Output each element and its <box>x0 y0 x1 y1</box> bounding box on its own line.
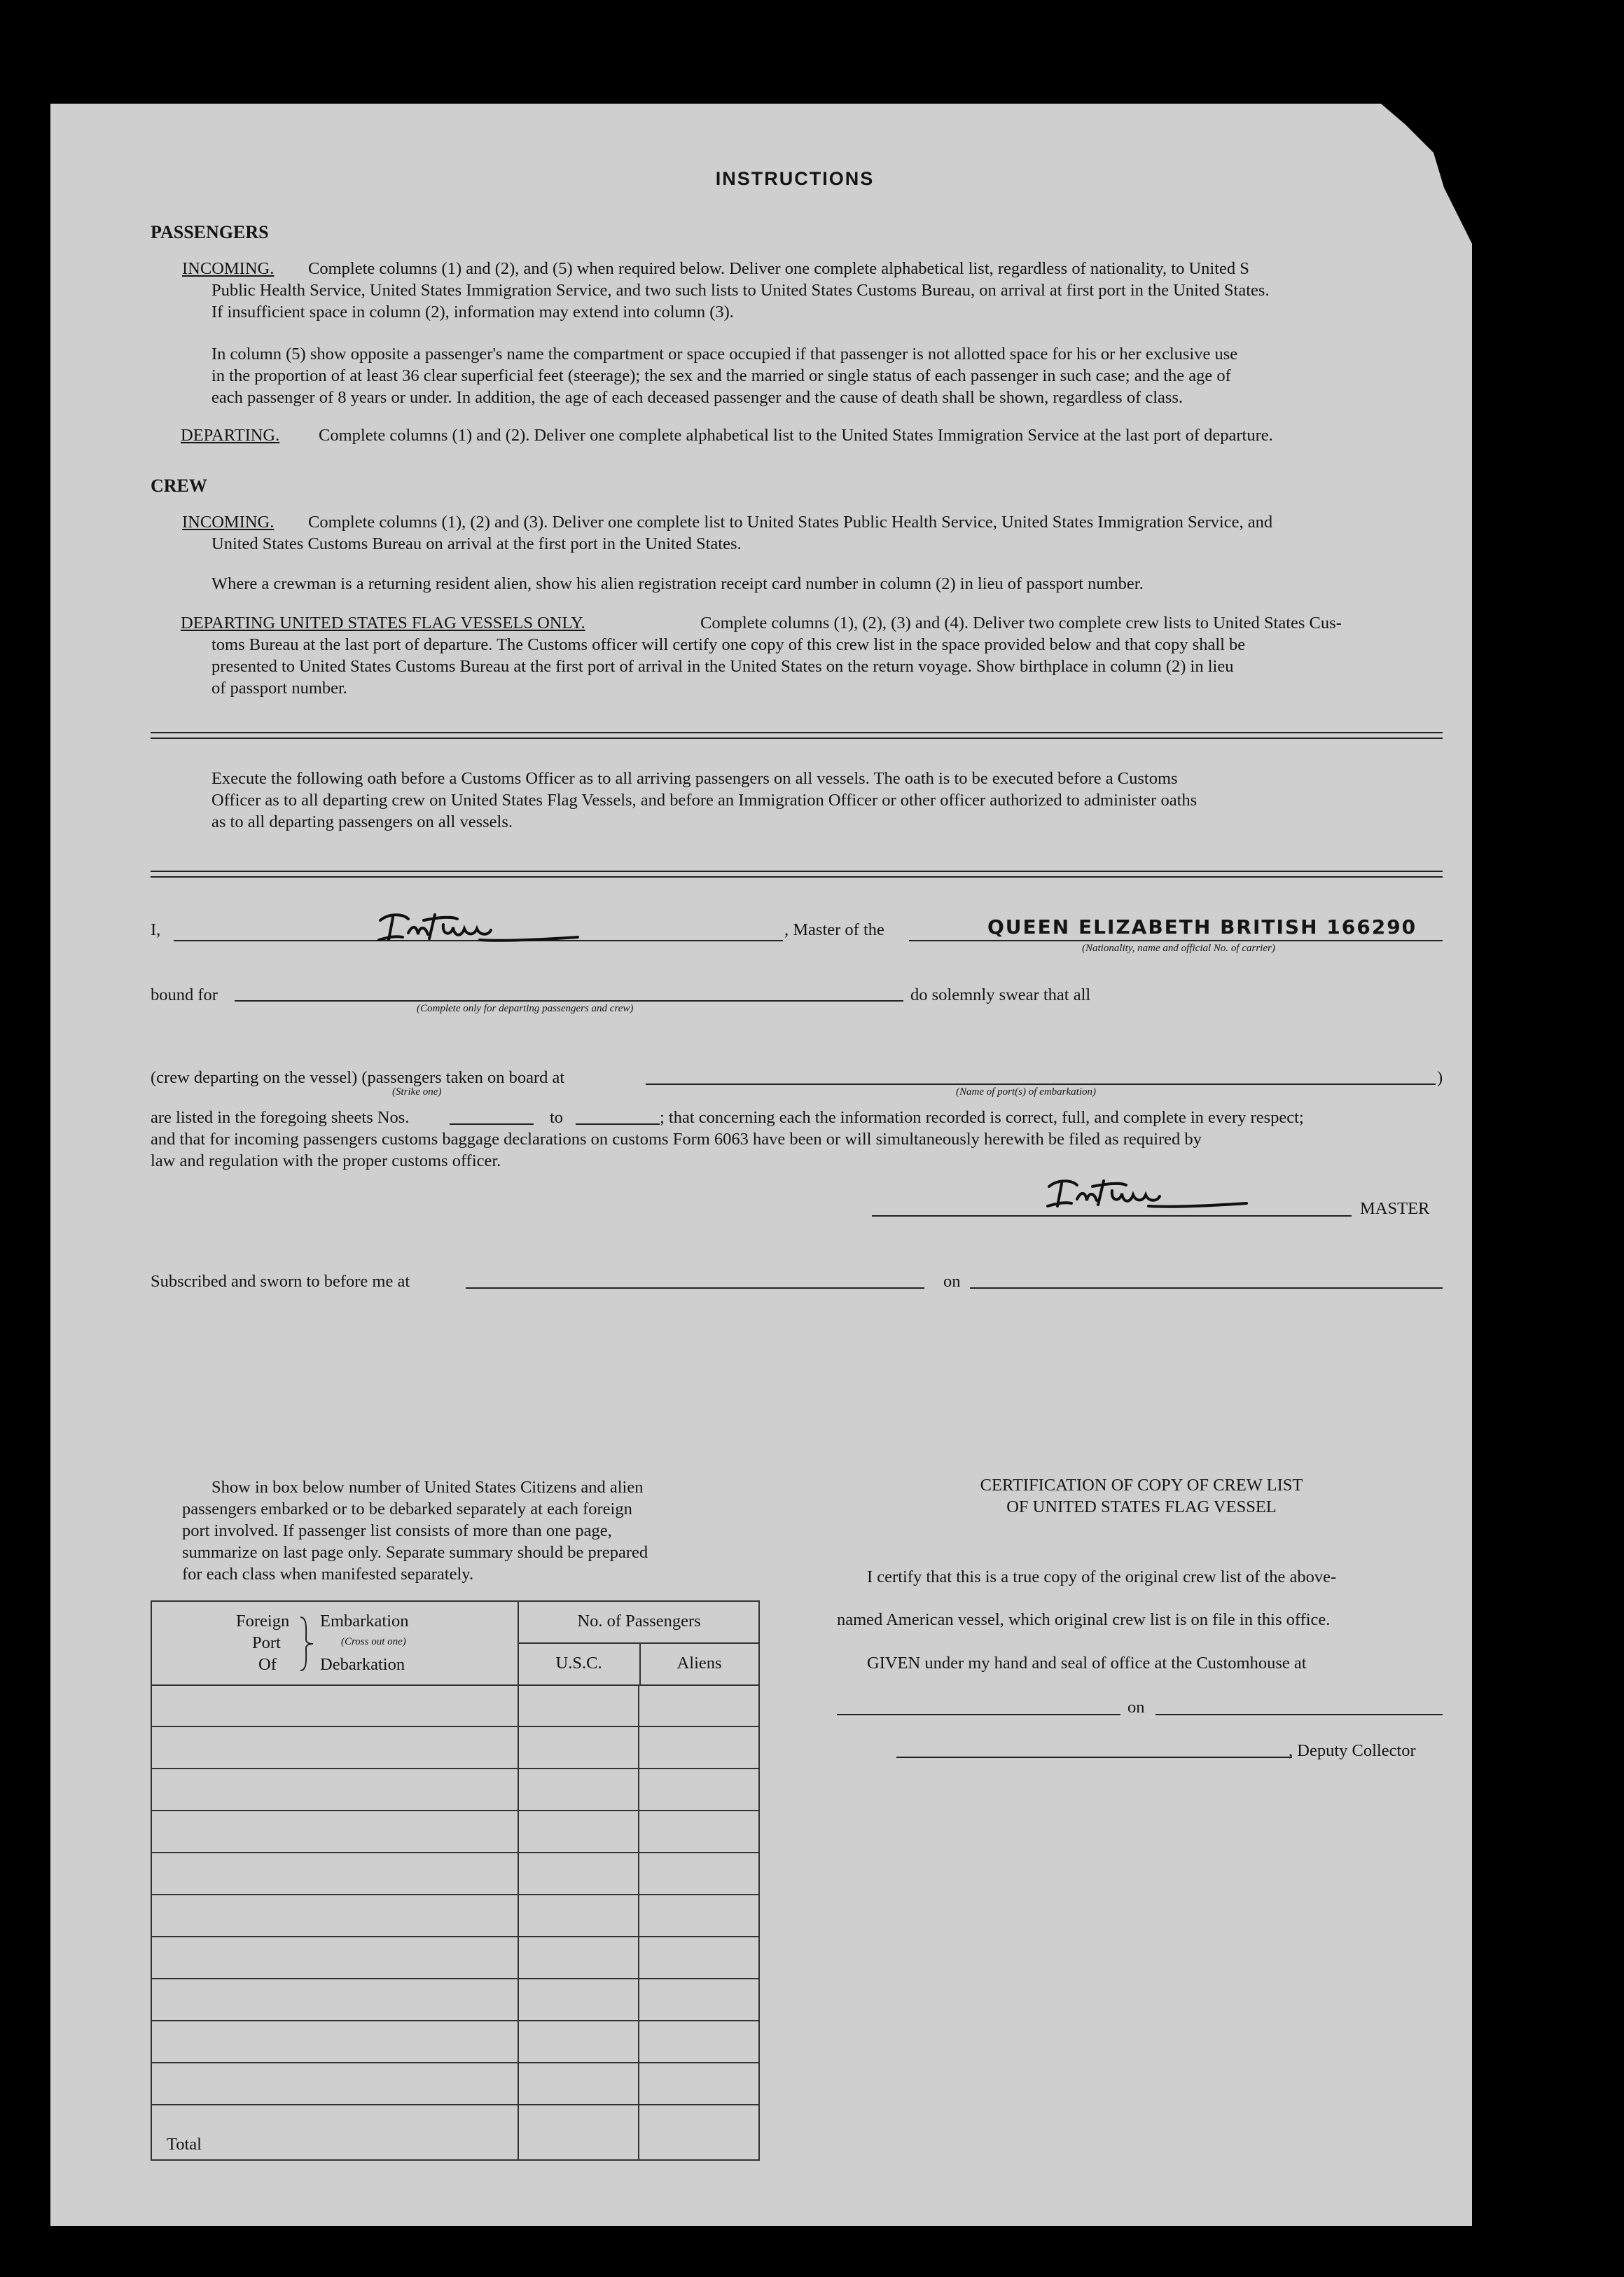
oath-master-of: , Master of the <box>784 920 884 939</box>
header-foreign: Foreign <box>236 1612 290 1631</box>
oath-intro-line1: Execute the following oath before a Customs Officer as to all arriving passengers on all vessels. The oath is to be executed before a Customs <box>211 769 1178 788</box>
master-signature-2-icon <box>1043 1171 1254 1213</box>
oath-baggage-line2: and that for incoming passengers customs baggage declarations on customs Form 6063 have been or will simultaneously herewith be filed as required by <box>151 1130 1202 1149</box>
ports-caption: (Name of port(s) of embarkation) <box>956 1086 1096 1098</box>
passengers-incoming-line1: Complete columns (1) and (2), and (5) when required below. Deliver one complete alphabetical list, regardless of nationality, to United S <box>308 259 1249 278</box>
certification-on-word: on <box>1127 1698 1145 1717</box>
certification-line2: named American vessel, which original crew list is on file in this office. <box>837 1610 1331 1629</box>
header-of: Of <box>258 1655 277 1674</box>
carrier-line[interactable] <box>909 940 1443 941</box>
header-port <box>151 1601 518 1685</box>
crew-incoming-line2: United States Customs Bureau on arrival at the first port in the United States. <box>211 534 742 553</box>
certification-title-line2: OF UNITED STATES FLAG VESSEL <box>1006 1497 1277 1516</box>
oath-intro-line2: Officer as to all departing crew on United States Flag Vessels, and before an Immigration Officer or other officer authorized to administer oaths <box>211 791 1198 810</box>
crew-incoming-label: INCOMING. <box>182 513 275 532</box>
oath-bound-for: bound for <box>151 985 218 1004</box>
passengers-incoming-label: INCOMING. <box>182 259 275 278</box>
bound-for-caption: (Complete only for departing passengers and crew) <box>417 1003 634 1014</box>
header-port-label: Port <box>252 1633 281 1652</box>
master-signature-icon <box>375 905 585 947</box>
summary-table-rows <box>151 1684 760 2161</box>
oath-listed-start: are listed in the foregoing sheets Nos. <box>151 1108 410 1127</box>
bound-for-line[interactable] <box>235 1000 903 1002</box>
oath-intro-line3: as to all departing passengers on all vessels. <box>211 812 513 831</box>
sworn-place-line[interactable] <box>466 1287 924 1289</box>
passengers-departing-label: DEPARTING. <box>181 426 280 445</box>
master-signature-line[interactable] <box>872 1215 1352 1217</box>
passengers-incoming-line3: If insufficient space in column (2), information may extend into column (3). <box>211 303 734 321</box>
certification-title-line1: CERTIFICATION OF COPY OF CREW LIST <box>980 1476 1303 1495</box>
crew-departing-line2: toms Bureau at the last port of departure. The Customs officer will certify one copy of this crew list in the space provided below and that copy shall be <box>211 635 1246 654</box>
oath-divider <box>151 871 1443 878</box>
strike-one-caption: (Strike one) <box>392 1086 442 1098</box>
sworn-date-line[interactable] <box>970 1287 1443 1289</box>
summary-line3: port involved. If passenger list consists of more than one page, <box>182 1521 612 1540</box>
customhouse-line[interactable] <box>837 1714 1120 1715</box>
crew-departing-line3: presented to United States Customs Bureau at the first port of arrival in the United States on the return voyage. Show birthplace in column (2) in lieu <box>211 657 1234 676</box>
header-cross-out: (Cross out one) <box>341 1636 406 1647</box>
certification-line3: GIVEN under my hand and seal of office at the Customhouse at <box>867 1654 1307 1673</box>
summary-line4: summarize on last page only. Separate summary should be prepared <box>182 1543 648 1562</box>
oath-crew-departing: (crew departing on the vessel) (passengers taken on board at <box>151 1068 565 1087</box>
carrier-value: QUEEN ELIZABETH BRITISH 166290 <box>987 915 1417 939</box>
oath-swear: do solemnly swear that all <box>910 985 1091 1004</box>
header-embarkation: Embarkation <box>320 1612 409 1631</box>
deputy-signature-line[interactable] <box>896 1757 1292 1758</box>
sheet-to-line[interactable] <box>576 1123 660 1125</box>
passengers-col5-line2: in the proportion of at least 36 clear superficial feet (steerage); the sex and the married or single status of each passenger in such case; and the age of <box>211 366 1231 385</box>
certification-line1: I certify that this is a true copy of the original crew list of the above- <box>867 1567 1337 1586</box>
header-passengers <box>518 1601 759 1685</box>
page-title: INSTRUCTIONS <box>715 168 875 189</box>
header-aliens: Aliens <box>676 1654 722 1673</box>
oath-master-label: MASTER <box>1360 1199 1430 1218</box>
summary-line5: for each class when manifested separately. <box>182 1565 474 1584</box>
passengers-heading: PASSENGERS <box>151 222 269 242</box>
crew-departing-label: DEPARTING UNITED STATES FLAG VESSELS ONLY. <box>181 614 585 632</box>
oath-on-word: on <box>943 1272 961 1291</box>
section-divider <box>151 732 1443 739</box>
sheet-from-line[interactable] <box>450 1123 534 1125</box>
header-debarkation: Debarkation <box>320 1655 405 1674</box>
summary-line1: Show in box below number of United States Citizens and alien <box>211 1478 644 1497</box>
oath-listed-end: ; that concerning each the information recorded is correct, full, and complete in every respect; <box>660 1108 1304 1127</box>
oath-to-word: to <box>550 1108 564 1127</box>
crew-heading: CREW <box>151 476 207 496</box>
oath-i-label: I, <box>151 920 161 939</box>
certification-date-line[interactable] <box>1155 1714 1443 1715</box>
embarkation-port-line[interactable] <box>646 1084 1436 1085</box>
crew-resident-text: Where a crewman is a returning resident alien, show his alien registration receipt card number in column (2) in lieu of passport number. <box>211 574 1144 593</box>
oath-baggage-line3: law and regulation with the proper customs officer. <box>151 1151 501 1170</box>
passengers-col5-line1: In column (5) show opposite a passenger's name the compartment or space occupied if that passenger is not allotted space for his or her exclusive use <box>211 345 1238 364</box>
passengers-incoming-line2: Public Health Service, United States Immigration Service, and two such lists to United States Customs Bureau, on arrival at first port in the United States. <box>211 281 1270 300</box>
crew-incoming-line1: Complete columns (1), (2) and (3). Deliver one complete list to United States Public Health Service, United States Immigration Service, and <box>308 513 1273 532</box>
crew-departing-line1: Complete columns (1), (2), (3) and (4). Deliver two complete crew lists to United States Cus- <box>700 614 1342 632</box>
carrier-caption: (Nationality, name and official No. of carrier) <box>1082 943 1275 954</box>
passenger-summary-table <box>151 1600 760 1686</box>
passengers-col5-line3: each passenger of 8 years or under. In addition, the age of each deceased passenger and the cause of death shall be shown, regardless of class. <box>211 388 1184 407</box>
oath-close-paren: ) <box>1437 1068 1443 1087</box>
certification-deputy: , Deputy Collector <box>1289 1741 1416 1760</box>
summary-line2: passengers embarked or to be debarked separately at each foreign <box>182 1500 632 1518</box>
header-no-passengers: No. of Passengers <box>577 1612 701 1631</box>
crew-departing-line4: of passport number. <box>211 679 347 698</box>
header-usc: U.S.C. <box>555 1654 602 1673</box>
brace-icon <box>299 1616 314 1672</box>
passengers-departing-text: Complete columns (1) and (2). Deliver one complete alphabetical list to the United States Immigration Service at the last port of departure. <box>319 426 1273 445</box>
oath-subscribed: Subscribed and sworn to before me at <box>151 1272 410 1291</box>
summary-total: Total <box>167 2135 202 2154</box>
